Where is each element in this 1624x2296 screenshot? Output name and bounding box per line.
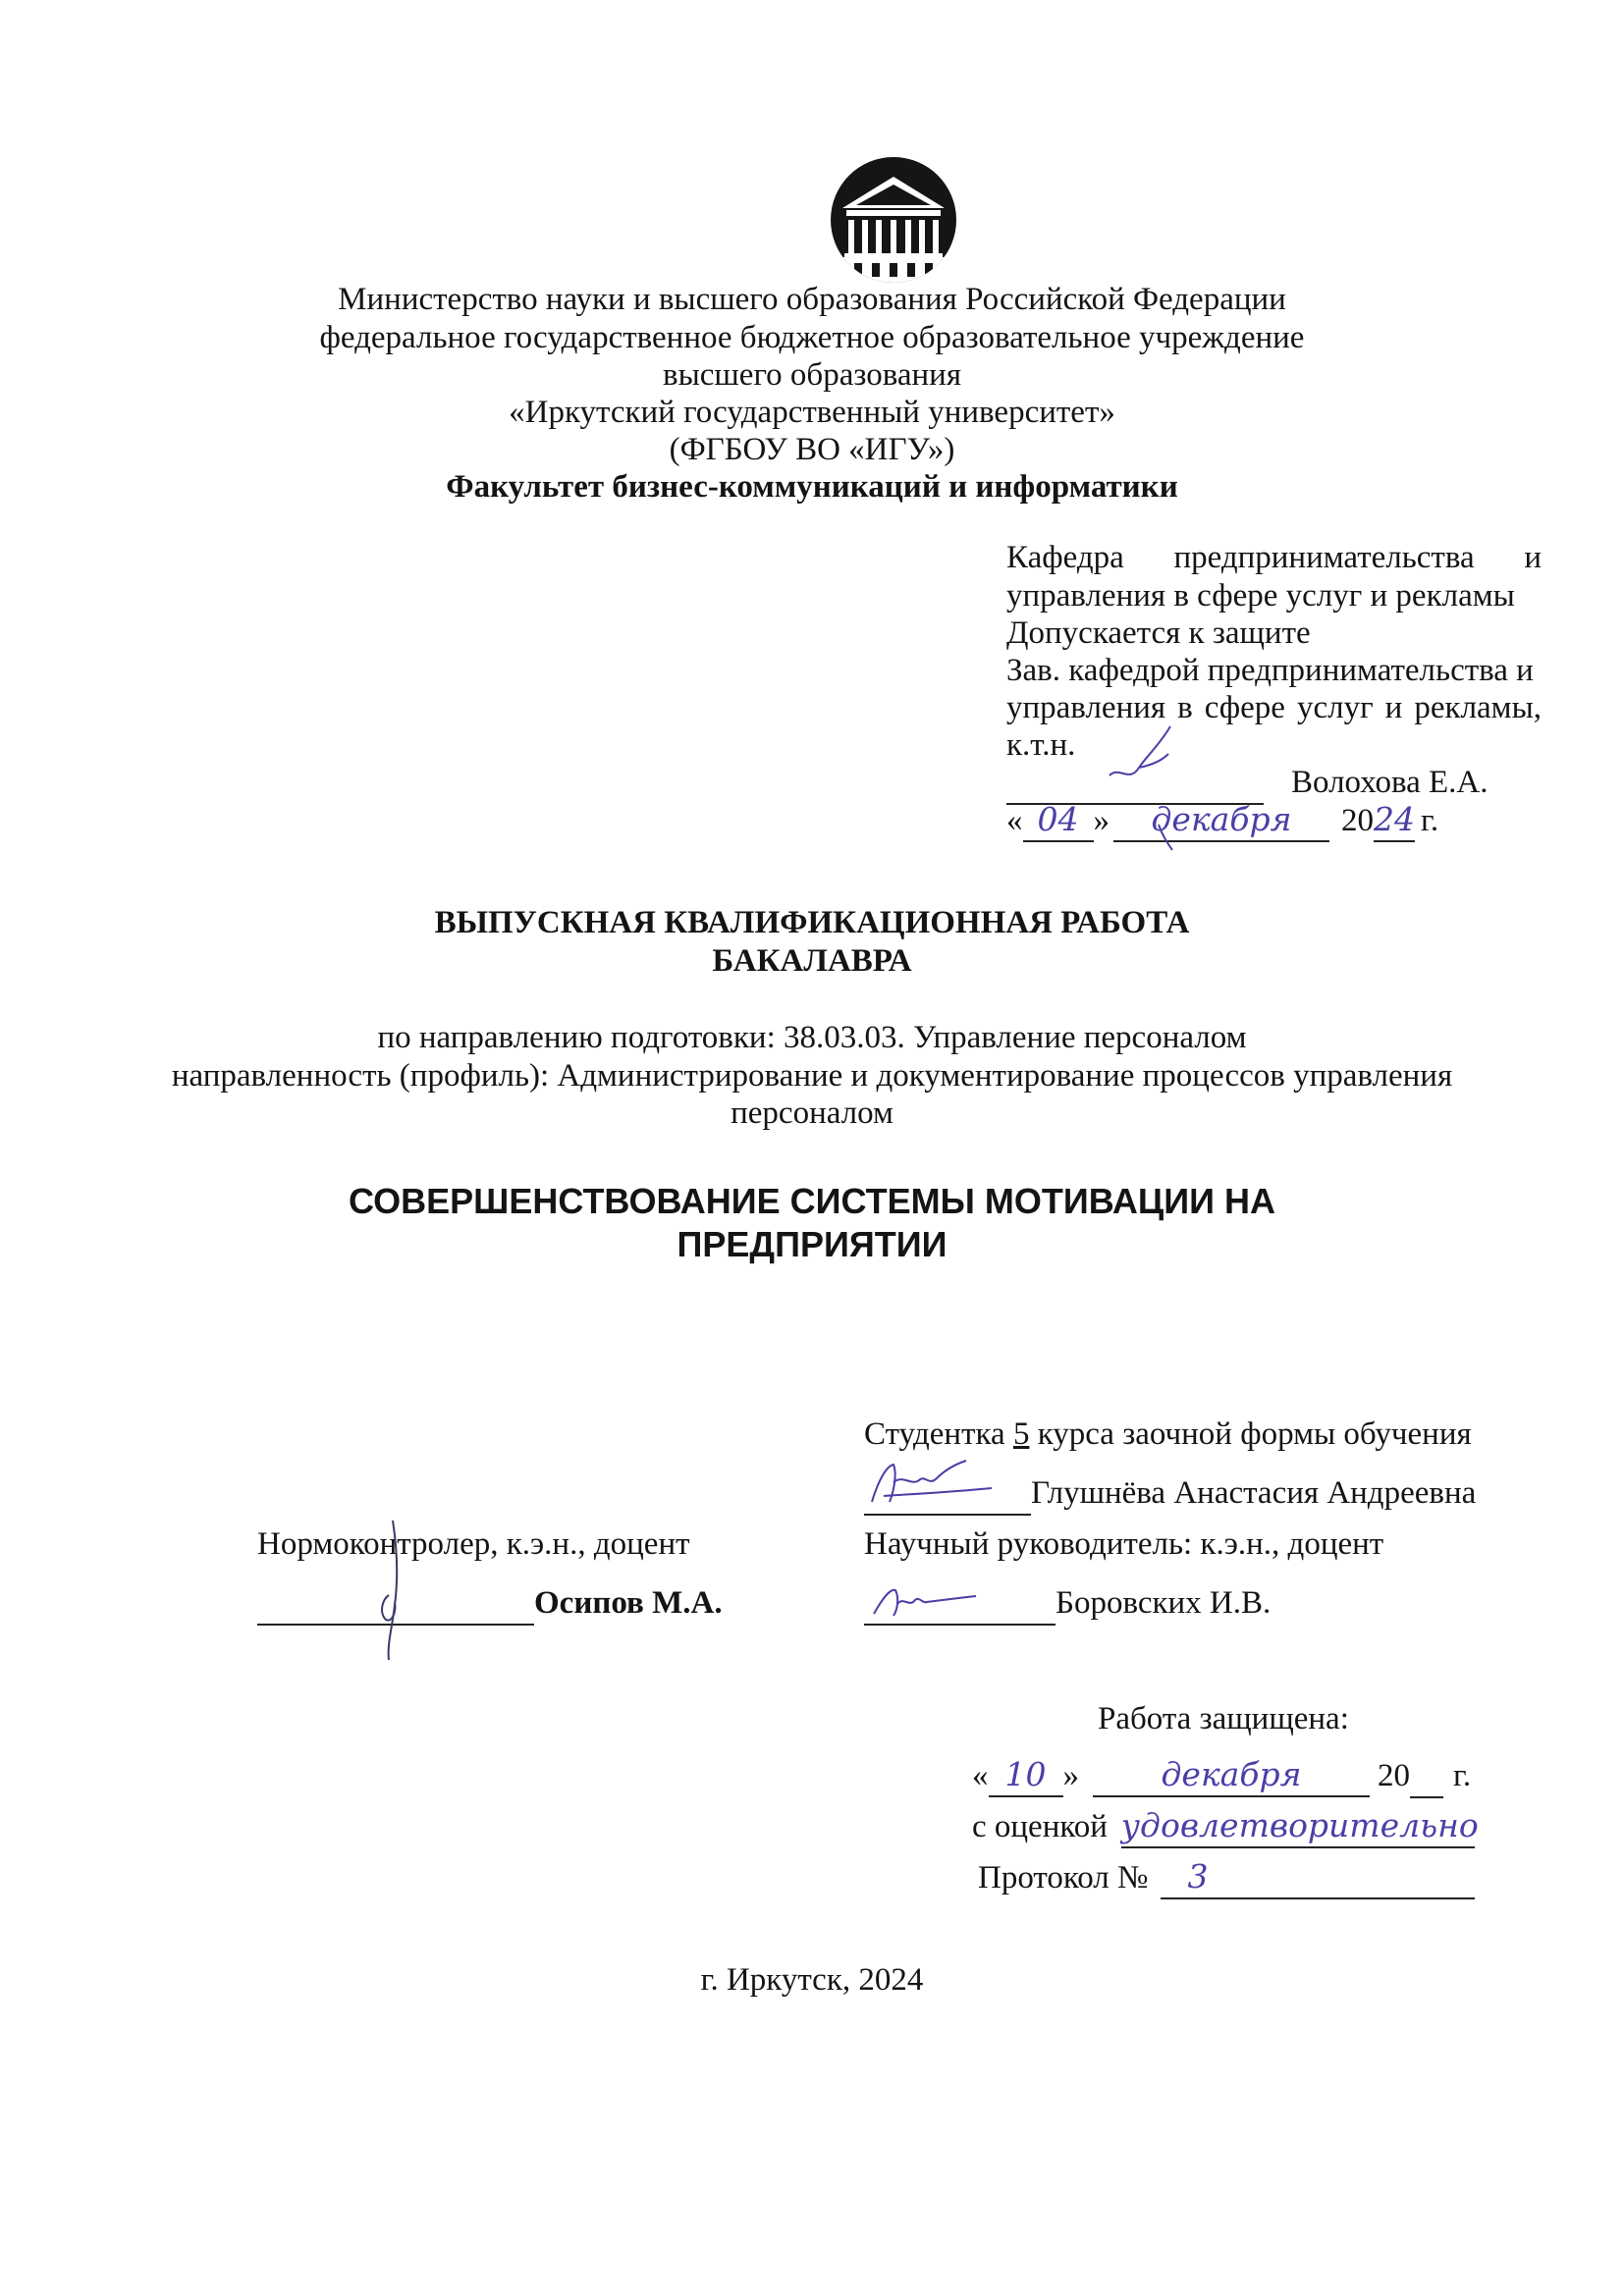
- defense-grade-label: с оценкой: [972, 1809, 1108, 1844]
- institution-line-1: федеральное государственное бюджетное образовательное учреждение: [319, 320, 1305, 355]
- head-signature-icon: [1100, 707, 1208, 854]
- work-type-line-2: БАКАЛАВРА: [712, 943, 912, 979]
- training-direction: по направлению подготовки: 38.03.03. Управление персоналом: [377, 1020, 1247, 1055]
- profile-line-2: персоналом: [731, 1095, 893, 1131]
- defense-quote-open: «: [972, 1758, 989, 1793]
- approval-year-prefix: 20: [1341, 803, 1374, 838]
- defense-protocol-label: Протокол №: [978, 1860, 1149, 1896]
- defense-year-suffix: г.: [1453, 1758, 1472, 1793]
- defense-grade-handwritten: удовлетворительно: [1121, 1805, 1475, 1848]
- defense-protocol-row: [978, 1856, 1475, 1899]
- thesis-title-line-2: ПРЕДПРИЯТИИ: [677, 1224, 947, 1264]
- student-name: Глушнёва Анастасия Андреевна: [1031, 1475, 1477, 1511]
- approval-month-handwritten: декабря: [1113, 799, 1329, 842]
- student-course: 5: [1012, 1416, 1030, 1452]
- student-label-prefix: Студентка: [864, 1416, 1005, 1452]
- defense-date-row: [972, 1754, 1471, 1798]
- head-degree: к.т.н.: [1006, 727, 1076, 763]
- student-label-suffix: курса заочной формы обучения: [1037, 1416, 1472, 1452]
- city-year: г. Иркутск, 2024: [700, 1962, 924, 1998]
- thesis-title-line-1: СОВЕРШЕНСТВОВАНИЕ СИСТЕМЫ МОТИВАЦИИ НА: [349, 1181, 1275, 1221]
- university-abbreviation: (ФГБОУ ВО «ИГУ»): [669, 432, 955, 467]
- approval-year-suffix: г.: [1421, 803, 1439, 838]
- department-line-1: Кафедра предпринимательства и: [1006, 540, 1542, 575]
- head-name: Волохова Е.А.: [1291, 765, 1489, 800]
- normcontrol-name: Осипов М.А.: [534, 1585, 723, 1621]
- supervisor-name: Боровских И.В.: [1056, 1585, 1272, 1621]
- approval-day-handwritten: 04: [1023, 799, 1094, 842]
- date-quote-close: »: [1093, 803, 1110, 838]
- work-type-line-1: ВЫПУСКНАЯ КВАЛИФИКАЦИОННАЯ РАБОТА: [434, 905, 1190, 940]
- head-line-2: управления в сфере услуг и рекламы,: [1006, 690, 1542, 725]
- institution-line-2: высшего образования: [663, 357, 961, 393]
- defense-day-handwritten: 10: [989, 1754, 1063, 1797]
- defense-label: Работа защищена:: [1098, 1701, 1349, 1736]
- approval-year-handwritten: 24: [1374, 799, 1415, 842]
- defense-month-handwritten: декабря: [1093, 1754, 1370, 1797]
- defense-year-prefix: 20: [1378, 1758, 1410, 1793]
- university-name: «Иркутский государственный университет»: [509, 395, 1115, 430]
- student-signature-icon: [864, 1453, 1001, 1512]
- normcontrol-signature-row: [257, 1582, 723, 1626]
- supervisor-label: Научный руководитель: к.э.н., доцент: [864, 1526, 1384, 1562]
- defense-year-blank: [1410, 1755, 1443, 1798]
- normcontrol-label: Нормоконтролер, к.э.н., доцент: [257, 1526, 690, 1562]
- student-label-row: [864, 1414, 1472, 1455]
- department-line-2: управления в сфере услуг и рекламы: [1006, 578, 1515, 614]
- normcontrol-signature-icon: [363, 1517, 422, 1664]
- defense-protocol-handwritten: 3: [1161, 1856, 1475, 1899]
- ministry-text: Министерство науки и высшего образования Российской Федерации: [338, 282, 1286, 317]
- profile-line-1: направленность (профиль): Администрирование и документирование процессов управления: [171, 1058, 1453, 1094]
- date-quote-open: «: [1006, 803, 1023, 838]
- supervisor-signature-icon: [864, 1580, 982, 1620]
- head-line-1: Зав. кафедрой предпринимательства и: [1006, 653, 1534, 688]
- approval-date-row: [1006, 799, 1438, 842]
- faculty-name: Факультет бизнес-коммуникаций и информатики: [446, 469, 1178, 505]
- university-logo-icon: [825, 155, 962, 285]
- admitted-to-defense: Допускается к защите: [1006, 615, 1311, 651]
- defense-quote-close: »: [1062, 1758, 1079, 1793]
- defense-grade-row: [972, 1805, 1479, 1848]
